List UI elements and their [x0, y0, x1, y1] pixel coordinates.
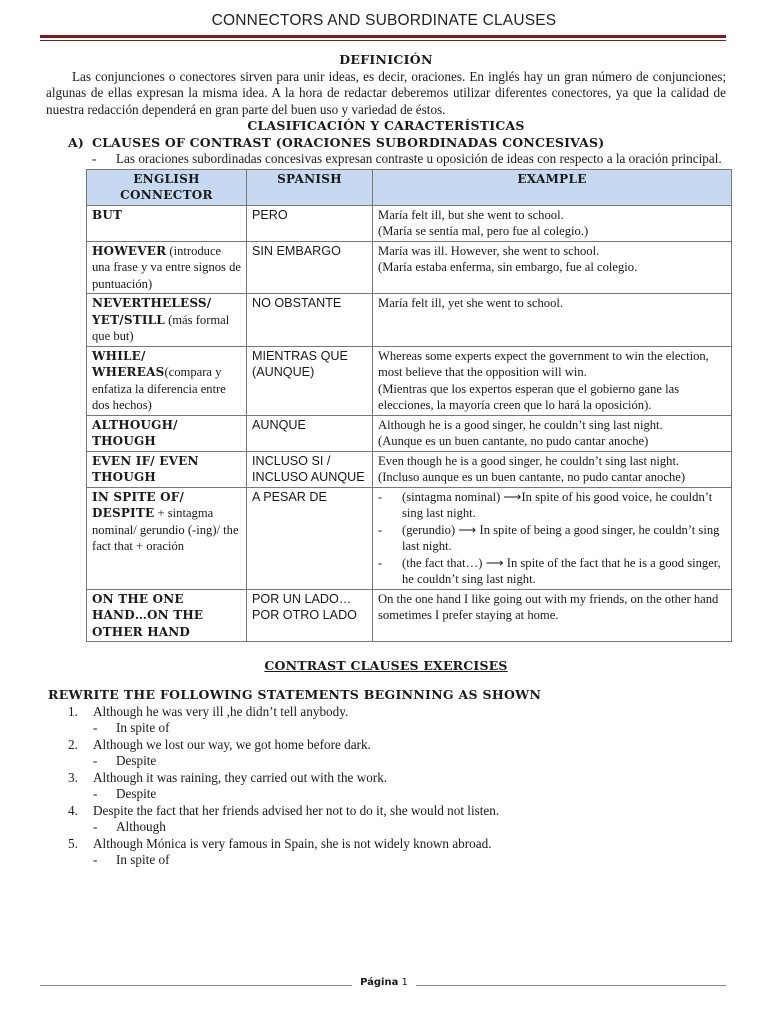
exercise-hint: [46, 852, 726, 869]
exercise-sentence: Despite the fact that her friends advised her not to do it, she would not listen.: [93, 802, 500, 818]
exercise-item: [46, 770, 726, 787]
table-row: [87, 589, 732, 642]
connector-name: ON THE ONE HAND…ON THE OTHER HAND: [92, 591, 204, 639]
dash-bullet: -: [378, 555, 383, 570]
example-bullet-text: (gerundio) ⟶ In spite of being a good singer, he couldn’t sing last night.: [402, 522, 720, 553]
exercise-hint: [46, 786, 726, 803]
exercise-sentence: Although we lost our way, we got home before dark.: [93, 736, 371, 752]
bullet-text: Las oraciones subordinadas concesivas expresan contraste u oposición de ideas con respecto a la oración principal.: [116, 151, 722, 166]
english-connector-cell: [87, 451, 247, 487]
dash-bullet: -: [93, 753, 98, 768]
example-bullet-text: (sintagma nominal) ⟶In spite of his good voice, he couldn’t sing last night.: [402, 489, 713, 520]
section-a-heading: [68, 135, 726, 152]
page-footer: [0, 977, 768, 988]
section-letter: A): [68, 134, 85, 150]
page-label: Página: [360, 977, 399, 988]
english-connector-cell: [87, 346, 247, 415]
example-cell: [373, 241, 732, 294]
connector-name: HOWEVER: [92, 243, 167, 258]
page-number: 1: [401, 977, 408, 988]
exercise-sentence: Although he was very ill ,he didn’t tell anybody.: [93, 703, 349, 719]
example-cell: [373, 346, 732, 415]
exercise-hint-text: Despite: [116, 753, 157, 768]
exercise-number: 3.: [68, 769, 78, 785]
exercise-hint: [46, 753, 726, 770]
header-example: EXAMPLE: [373, 169, 732, 205]
example-line: (María estaba enferma, sin embargo, fue al colegio.: [378, 260, 638, 274]
table-row: [87, 346, 732, 415]
header-rule: [40, 35, 726, 38]
dash-bullet: -: [93, 819, 98, 834]
exercise-sentence: Although it was raining, they carried out with the work.: [93, 769, 388, 785]
connectors-table: [86, 169, 732, 643]
example-cell: [373, 451, 732, 487]
exercise-number: 2.: [68, 736, 78, 752]
exercise-hint: [46, 819, 726, 836]
exercise-hint-text: In spite of: [116, 852, 170, 867]
example-line: (Aunque es un buen cantante, no pudo cantar anoche): [378, 434, 649, 448]
example-cell: [373, 589, 732, 642]
exercise-number: 4.: [68, 802, 78, 818]
table-row: [87, 415, 732, 451]
exercise-list: [46, 704, 726, 869]
spanish-cell: SIN EMBARGO: [247, 241, 373, 294]
exercise-number: 1.: [68, 703, 78, 719]
connector-note: (compara y enfatiza la diferencia entre dos hechos): [92, 365, 226, 412]
example-line: María felt ill, but she went to school.: [378, 207, 564, 222]
connector-name: IN SPITE OF/ DESPITE: [92, 489, 185, 520]
table-row: [87, 294, 732, 347]
example-bullet: [378, 555, 726, 588]
spanish-cell: A PESAR DE: [247, 487, 373, 589]
exercise-item: [46, 737, 726, 754]
definition-heading: DEFINICIÓN: [339, 52, 433, 67]
connector-name: WHILE/ WHEREAS: [92, 348, 165, 379]
definition-paragraph: Las conjunciones o conectores sirven para unir ideas, es decir, oraciones. En inglés hay un gran número de conjunciones; algunas de ellas expresan la misma idea. A la hora de redactar deberemos utilizar diferentes conectores, ya que la calidad de nuestra redacción dependerá en gran parte del buen uso y variedad de éstos.: [46, 68, 726, 117]
spanish-cell: POR UN LADO… POR OTRO LADO: [247, 589, 373, 642]
example-line: Even though he is a good singer, he couldn’t sing last night.: [378, 453, 680, 468]
table-row: [87, 205, 732, 241]
spanish-cell: INCLUSO SI / INCLUSO AUNQUE: [247, 451, 373, 487]
example-cell: [373, 205, 732, 241]
dash-bullet: -: [378, 489, 383, 504]
exercise-item: [46, 803, 726, 820]
exercise-number: 5.: [68, 835, 78, 851]
example-line: (Incluso aunque es un buen cantante, no pudo cantar anoche): [378, 470, 686, 484]
example-line: María was ill. However, she went to school.: [378, 243, 600, 258]
example-cell: [373, 294, 732, 347]
spanish-cell: MIENTRAS QUE (AUNQUE): [247, 346, 373, 415]
header-english-connector: ENGLISH CONNECTOR: [87, 169, 247, 205]
example-line: Although he is a good singer, he couldn’t sing last night.: [378, 417, 663, 432]
english-connector-cell: [87, 415, 247, 451]
dash-bullet: -: [93, 852, 98, 867]
exercise-hint-text: Despite: [116, 786, 157, 801]
example-line: (María se sentía mal, pero fue al colegio.): [378, 224, 589, 238]
header-spanish: SPANISH: [247, 169, 373, 205]
connector-note: (más formal que but): [92, 312, 230, 343]
page-header-title: CONNECTORS AND SUBORDINATE CLAUSES: [211, 12, 557, 29]
example-line: (Mientras que los expertos esperan que el gobierno gane las elecciones, la mayoría creen que lo hará la oposición).: [378, 381, 680, 412]
table-row: [87, 487, 732, 589]
english-connector-cell: [87, 589, 247, 642]
section-title: CLAUSES OF CONTRAST (ORACIONES SUBORDINADAS CONCESIVAS): [92, 134, 605, 150]
connector-name: EVEN IF/ EVEN THOUGH: [92, 453, 199, 484]
connector-note: (introduce una frase y va entre signos de puntuación): [92, 243, 241, 291]
english-connector-cell: [87, 487, 247, 589]
table-header-row: [87, 169, 732, 205]
exercises-instructions: REWRITE THE FOLLOWING STATEMENTS BEGINNING AS SHOWN: [48, 687, 542, 702]
table-row: [87, 241, 732, 294]
example-line: Whereas some experts expect the government to win the election, most believe that the opposition will win.: [378, 348, 709, 379]
english-connector-cell: [87, 241, 247, 294]
exercise-hint: [46, 720, 726, 737]
example-bullet: [378, 489, 726, 522]
example-bullet-text: (the fact that…) ⟶ In spite of the fact that he is a good singer, he couldn’t sing last night.: [402, 555, 721, 586]
classification-heading: CLASIFICACIÓN Y CARACTERÍSTICAS: [247, 118, 525, 133]
exercises-title: CONTRAST CLAUSES EXERCISES: [264, 658, 508, 673]
exercise-hint-text: In spite of: [116, 720, 170, 735]
exercise-item: [46, 704, 726, 721]
connector-name: BUT: [92, 207, 123, 222]
header-rule-thin: [40, 40, 726, 41]
dash-bullet: -: [93, 786, 98, 801]
connector-name: NEVERTHELESS/ YET/STILL: [92, 296, 212, 327]
example-bullet: [378, 522, 726, 555]
spanish-cell: PERO: [247, 205, 373, 241]
exercise-hint-text: Although: [116, 819, 166, 834]
dash-bullet: -: [378, 522, 383, 537]
example-cell: [373, 415, 732, 451]
spanish-cell: AUNQUE: [247, 415, 373, 451]
table-row: [87, 451, 732, 487]
example-line: On the one hand I like going out with my friends, on the other hand sometimes I prefer staying at home.: [378, 591, 719, 622]
connector-name: ALTHOUGH/ THOUGH: [92, 417, 178, 448]
spanish-cell: NO OBSTANTE: [247, 294, 373, 347]
exercise-item: [46, 836, 726, 853]
example-line: María felt ill, yet she went to school.: [378, 296, 564, 310]
section-a-bullet: [92, 151, 726, 168]
dash-bullet: -: [92, 151, 97, 166]
connector-note: + sintagma nominal/ gerundio (-ing)/ the fact that + oración: [92, 506, 239, 553]
exercise-sentence: Although Mónica is very famous in Spain, she is not widely known abroad.: [93, 835, 492, 851]
english-connector-cell: [87, 205, 247, 241]
example-cell: [373, 487, 732, 589]
english-connector-cell: [87, 294, 247, 347]
dash-bullet: -: [93, 720, 98, 735]
document-body: [46, 52, 726, 869]
